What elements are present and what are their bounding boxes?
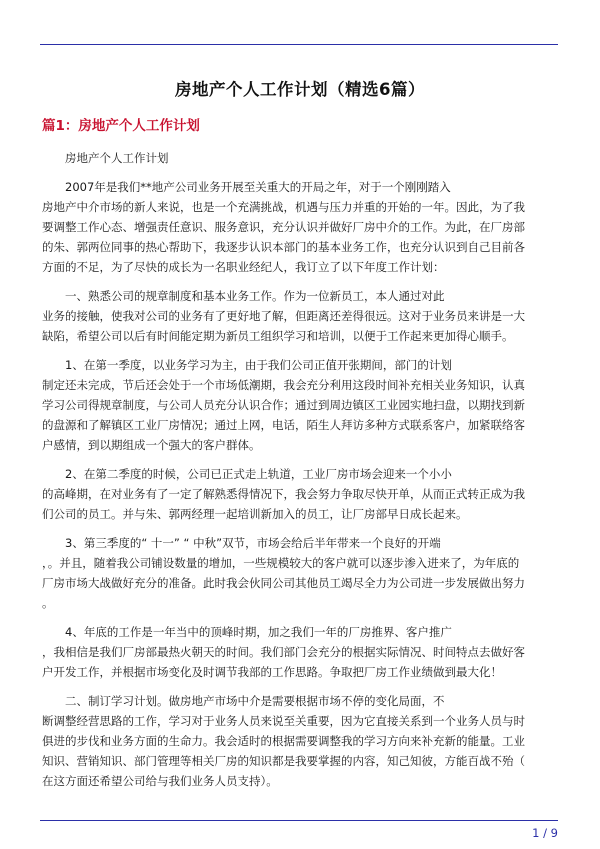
- text-line: 1、在第一季度，以业务学习为主，由于我们公司正值开张期间，部门的计划: [65, 358, 452, 372]
- text-line: 2007年是我们**地产公司业务开展至关重大的开局之年，对于一个刚刚踏入: [65, 180, 451, 194]
- text-line: 的高峰期，在对业务有了一定了解熟悉得情况下，我会努力争取尽快开单，从而正式转正成为我: [42, 487, 525, 501]
- paragraph: [42, 286, 558, 346]
- text-line: 学习公司得规章制度，与公司人员充分认识合作；通过到周边镇区工业园实地扫盘，以期找到新: [42, 398, 525, 412]
- paragraph: [42, 177, 558, 277]
- document-title: 房地产个人工作计划（精选6篇）: [175, 80, 425, 99]
- paragraph: [42, 691, 558, 791]
- paragraph: [42, 355, 558, 455]
- text-line: 房地产中介市场的新人来说，也是一个充满挑战，机遇与压力并重的开始的一年。因此，为了我: [42, 200, 525, 214]
- text-line: 方面的不足，为了尽快的成长为一名职业经纪人，我订立了以下年度工作计划：: [42, 260, 445, 274]
- paragraph: [42, 533, 558, 613]
- text-line: 在这方面还希望公司给与我们业务人员支持）。: [42, 774, 278, 788]
- text-line: 4、年底的工作是一年当中的顶峰时期，加之我们一年的厂房推界、客户推广: [65, 625, 452, 639]
- text-line: 俱进的步伐和业务方面的生命力。我会适时的根据需要调整我的学习方向来补充新的能量。工业: [42, 734, 525, 748]
- text-line: 3、第三季度的“ 十一” “ 中秋”双节，市场会给后半年带来一个良好的开端: [65, 536, 441, 550]
- text-line: 缺陷，希望公司以后有时间能定期为新员工组织学习和培训，以便于工作起来更加得心顺手。: [42, 329, 514, 343]
- text-line: 一、熟悉公司的规章制度和基本业务工作。作为一位新员工，本人通过对此: [65, 289, 445, 303]
- text-line: 厂房市场大战做好充分的准备。此时我会伙同公司其他员工竭尽全力为公司进一步发展做出努力: [42, 576, 525, 590]
- text-line: 房地产个人工作计划: [65, 151, 169, 165]
- text-line: 的朱、郭两位同事的热心帮助下，我逐步认识本部门的基本业务工作，也充分认识到自己目前各: [42, 240, 525, 254]
- section-heading: 篇1：房地产个人工作计划: [42, 118, 200, 134]
- footer-rule: [40, 820, 558, 821]
- text-line: 户感情，到以期组成一个强大的客户群体。: [42, 438, 261, 452]
- paragraph: [42, 464, 558, 524]
- text-line: 户开发工作，并根据市场变化及时调节我部的工作思路。争取把厂房工作业绩做到最大化！: [42, 665, 502, 679]
- text-line: ，我相信是我们厂房部最热火朝天的时间。我们部门会充分的根据实际情况、时间特点去做好客: [42, 645, 525, 659]
- page-number: 1 / 9: [532, 826, 558, 840]
- document-body: [42, 148, 558, 800]
- text-line: 2、在第二季度的时候，公司已正式走上轨道，工业厂房市场会迎来一个小小: [65, 467, 452, 481]
- text-line: 二、制订学习计划。做房地产市场中介是需要根据市场不停的变化局面，不: [65, 694, 445, 708]
- text-line: ，。并且，随着我公司铺设数量的增加，一些规模较大的客户就可以逐步渗入进来了，为年底的: [42, 556, 520, 570]
- text-line: 业务的接触，使我对公司的业务有了更好地了解，但距离还差得很远。这对于业务员来讲是一大: [42, 309, 525, 323]
- text-line: 知识、营销知识、部门管理等相关厂房的知识都是我要掌握的内容，知己知彼，方能百战不殆（: [42, 754, 525, 768]
- text-line: 们公司的员工。并与朱、郭两经理一起培训新加入的员工，让厂房部早日成长起来。: [42, 507, 468, 521]
- paragraph: [42, 148, 558, 168]
- text-line: 断调整经营思路的工作，学习对于业务人员来说至关重要，因为它直接关系到一个业务人员与时: [42, 714, 525, 728]
- header-rule: [40, 44, 558, 45]
- text-line: 。: [42, 596, 54, 610]
- text-line: 的盘源和了解镇区工业厂房情况；通过上网，电话，陌生人拜访多种方式联系客户，加紧联络客: [42, 418, 525, 432]
- text-line: 制定还未完成，节后还会处于一个市场低潮期，我会充分利用这段时间补充相关业务知识，认真: [42, 378, 525, 392]
- text-line: 要调整工作心态、增强责任意识、服务意识，充分认识并做好厂房中介的工作。为此，在厂房部: [42, 220, 525, 234]
- paragraph: [42, 622, 558, 682]
